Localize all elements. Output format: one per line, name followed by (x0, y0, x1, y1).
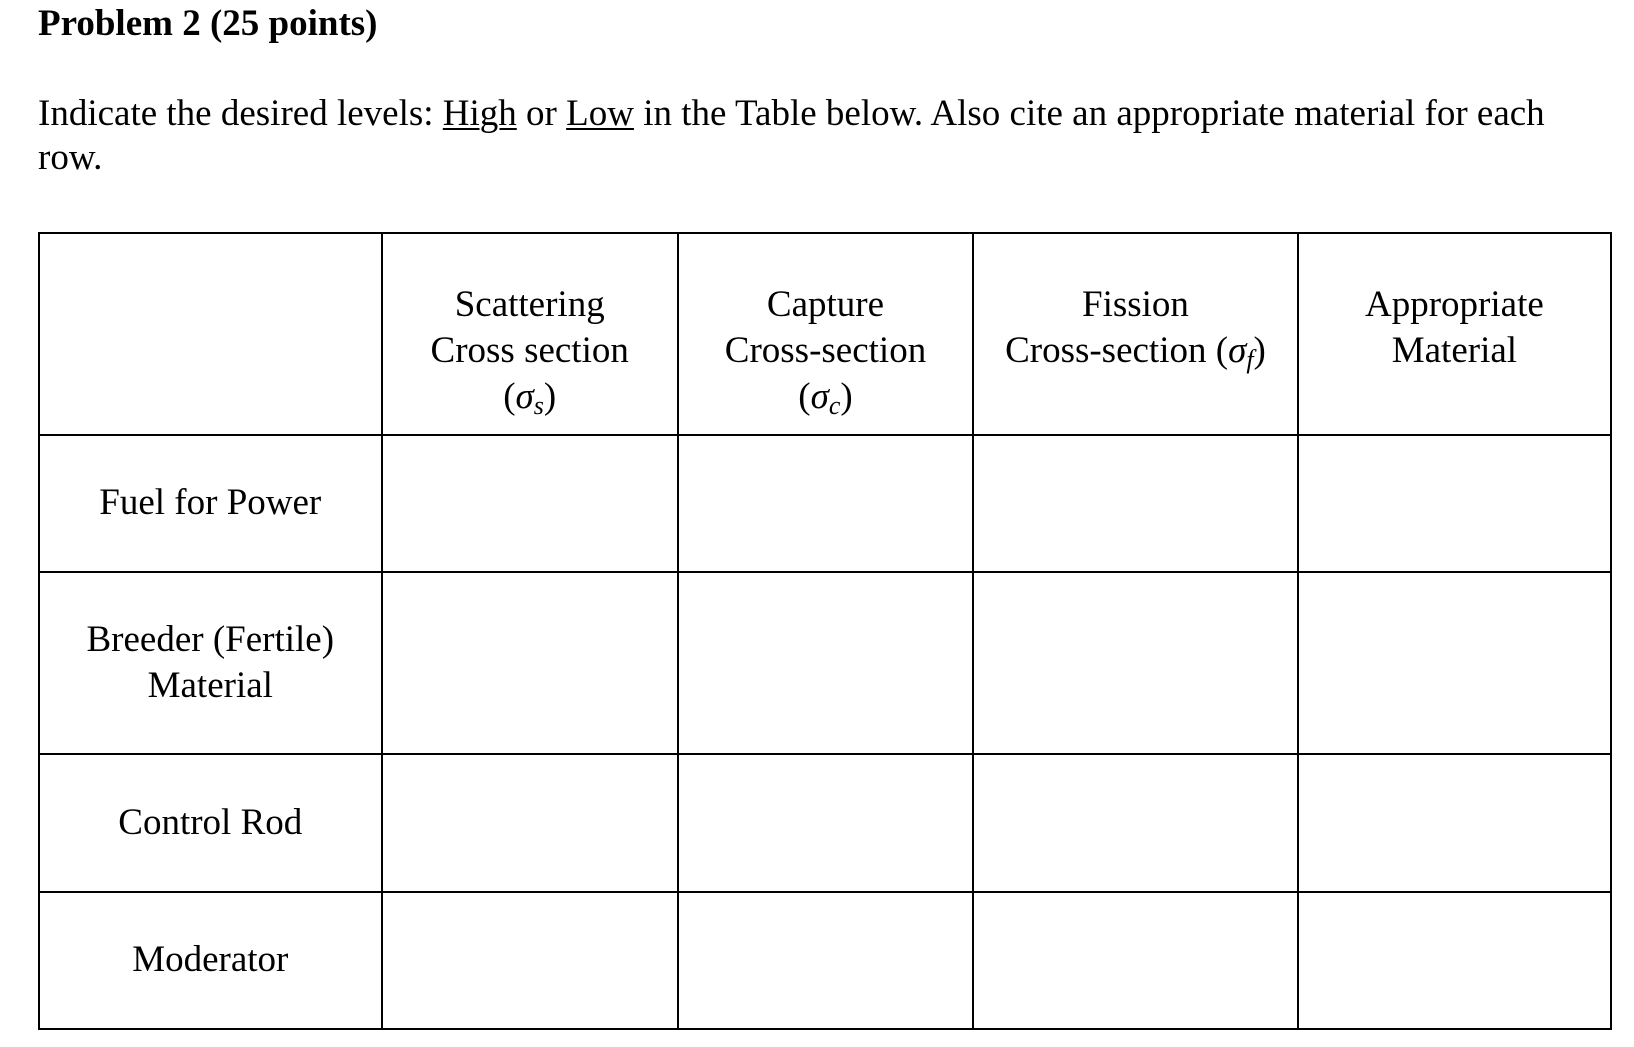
cell-breeder-capture[interactable] (678, 572, 973, 754)
cell-fuel-scattering[interactable] (382, 435, 678, 572)
cell-breeder-material[interactable] (1298, 572, 1611, 754)
table-row-fuel (39, 435, 1611, 572)
cell-breeder-scattering[interactable] (382, 572, 678, 754)
answer-table (38, 232, 1612, 1030)
corner-cell (39, 233, 382, 435)
row-label-breeder: Breeder (Fertile) Material (39, 572, 382, 754)
header-scattering-line1: Scattering (454, 284, 605, 325)
cell-fuel-capture[interactable] (678, 435, 973, 572)
header-row (39, 233, 1611, 435)
cell-fuel-material[interactable] (1298, 435, 1611, 572)
header-capture (678, 233, 973, 435)
cell-moderator-material[interactable] (1298, 892, 1611, 1029)
level-low: Low (566, 93, 634, 134)
level-high: High (442, 93, 517, 134)
cell-moderator-fission[interactable] (973, 892, 1298, 1029)
header-material-line2: Material (1391, 330, 1518, 371)
header-fission-line2: Cross-section $(\sigma_f)$ (1005, 330, 1266, 374)
cell-fuel-fission[interactable] (973, 435, 1298, 572)
header-scattering-symbol: $(\sigma_s)$ (503, 376, 557, 420)
header-fission (973, 233, 1298, 435)
header-scattering-line2: Cross section (430, 330, 629, 371)
header-capture-symbol: $(\sigma_c)$ (798, 376, 853, 420)
cell-control-rod-capture[interactable] (678, 754, 973, 891)
cell-control-rod-material[interactable] (1298, 754, 1611, 891)
table-row-moderator (39, 892, 1611, 1029)
cell-moderator-capture[interactable] (678, 892, 973, 1029)
cell-control-rod-fission[interactable] (973, 754, 1298, 891)
header-capture-line1: Capture (766, 284, 885, 325)
instruction-or: or (516, 93, 567, 134)
row-label-fuel: Fuel for Power (39, 435, 382, 572)
problem-title: Problem 2 (25 points) (38, 3, 378, 44)
header-scattering (382, 233, 678, 435)
row-label-moderator: Moderator (39, 892, 382, 1029)
cell-breeder-fission[interactable] (973, 572, 1298, 754)
cell-moderator-scattering[interactable] (382, 892, 678, 1029)
instructions (38, 92, 1618, 180)
header-fission-line1: Fission (1082, 284, 1189, 325)
header-capture-line2: Cross-section (724, 330, 927, 371)
header-material (1298, 233, 1611, 435)
header-material-line1: Appropriate (1365, 284, 1544, 325)
cell-control-rod-scattering[interactable] (382, 754, 678, 891)
table-row-control-rod (39, 754, 1611, 891)
row-label-control-rod: Control Rod (39, 754, 382, 891)
table-row-breeder (39, 572, 1611, 754)
instruction-text-end: in the Table below. Also cite an appropriate material for each row. (38, 93, 1545, 178)
instruction-text-start: Indicate the desired levels: (38, 93, 443, 134)
